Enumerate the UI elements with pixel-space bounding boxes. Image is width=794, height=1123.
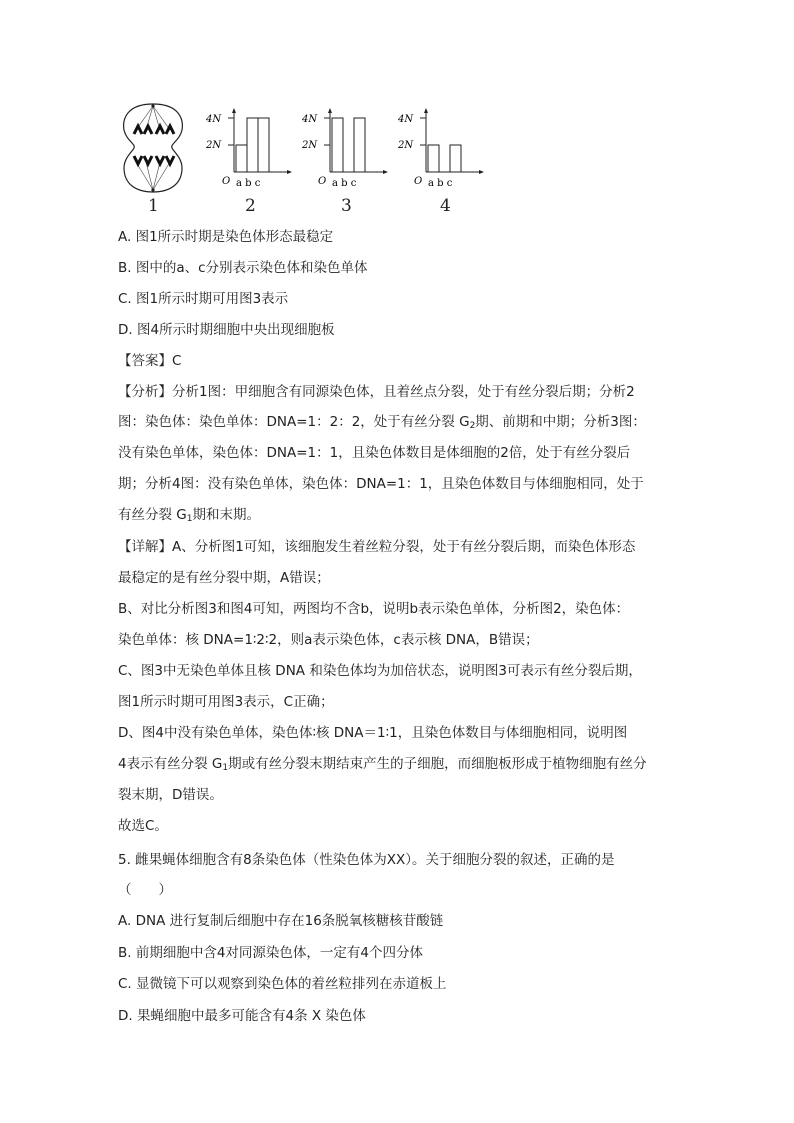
q4-answer: 【答案】C xyxy=(118,353,182,369)
y-tick-2n: 2N xyxy=(206,140,222,151)
q4-detail-line-9: 裂末期，D错误。 xyxy=(118,787,223,803)
q4-detail-line-6: 图1所示时期可用图3表示，C正确； xyxy=(118,694,334,710)
origin-label: O xyxy=(318,176,327,187)
q4-analysis-line-3: 没有染色单体，染色体：DNA=1：1，且染色体数目是体细胞的2倍，处于有丝分裂后 xyxy=(118,445,631,461)
x-labels: a b c xyxy=(428,178,453,189)
q5-option-d: D. 果蝇细胞中最多可能含有4条 X 染色体 xyxy=(118,1008,366,1024)
bar-c xyxy=(450,145,461,172)
bar-c xyxy=(354,118,365,172)
origin-label: O xyxy=(414,176,423,187)
bar-chart-figure-4 xyxy=(398,108,488,194)
q4-detail-line-1: 【详解】A、分析图1可知，该细胞发生着丝粒分裂，处于有丝分裂后期，而染色体形态 xyxy=(118,539,636,555)
q4-detail-line-4: 染色单体：核 DNA=1∶2∶2，则a表示染色体，c表示核 DNA，B错误； xyxy=(118,632,539,648)
origin-label: O xyxy=(222,176,231,187)
q4-detail-line-7: D、图4中没有染色单体，染色体∶核 DNA＝1∶1，且染色体数目与体细胞相同，说明图 xyxy=(118,725,628,741)
q4-detail-line-2: 最稳定的是有丝分裂中期，A错误； xyxy=(118,570,330,586)
bar-chart-figure-3 xyxy=(302,108,392,194)
bar-c xyxy=(258,118,269,172)
q4-analysis-line-5: 有丝分裂 $G_1$期和末期。 xyxy=(118,507,260,524)
q4-analysis-line-2: 图：染色体：染色单体：DNA=1：2：2，处于有丝分裂 $G_2$期、前期和中期；分析3图： xyxy=(118,414,646,431)
q4-analysis-line-1: 【分析】分析1图：甲细胞含有同源染色体，且着丝点分裂，处于有丝分裂后期；分析2 xyxy=(118,384,635,400)
q5-stem-line-2: （ ） xyxy=(118,882,172,898)
dividing-cell-diagram xyxy=(118,100,188,196)
y-tick-4n: 4N xyxy=(398,114,414,125)
q5-option-b: B. 前期细胞中含4对同源染色体，一定有4个四分体 xyxy=(118,945,424,961)
q5-option-c: C. 显微镜下可以观察到染色体的着丝粒排列在赤道板上 xyxy=(118,976,447,992)
bar-chart-figure-2 xyxy=(206,108,296,194)
y-tick-4n: 4N xyxy=(206,114,222,125)
q4-detail-line-8: 4表示有丝分裂 $G_1$期或有丝分裂末期结束产生的子细胞，而细胞板形成于植物细胞有丝分 xyxy=(118,756,647,773)
q4-option-b: B. 图中的a、c分别表示染色体和染色单体 xyxy=(118,260,368,276)
figure-number-2: 2 xyxy=(245,196,256,216)
bar-b xyxy=(247,118,258,172)
figure-strip xyxy=(118,100,498,218)
x-labels: a b c xyxy=(332,178,357,189)
figure-number-4: 4 xyxy=(440,196,451,216)
q4-option-c: C. 图1所示时期可用图3表示 xyxy=(118,291,289,307)
bar-a xyxy=(236,145,247,172)
q4-option-a: A. 图1所示时期是染色体形态最稳定 xyxy=(118,229,334,245)
y-tick-4n: 4N xyxy=(302,114,318,125)
q5-option-a: A. DNA 进行复制后细胞中存在16条脱氧核糖核苷酸链 xyxy=(118,913,444,929)
bar-a xyxy=(332,118,343,172)
bar-a xyxy=(428,145,439,172)
y-tick-2n: 2N xyxy=(302,140,318,151)
q4-detail-line-5: C、图3中无染色单体且核 DNA 和染色体均为加倍状态，说明图3可表示有丝分裂后期， xyxy=(118,663,642,679)
q4-detail-line-3: B、对比分析图3和图4可知，两图均不含b，说明b表示染色单体，分析图2，染色体： xyxy=(118,601,630,617)
q4-analysis-line-4: 期；分析4图：没有染色单体，染色体：DNA=1：1，且染色体数目与体细胞相同，处于 xyxy=(118,476,644,492)
q4-conclusion: 故选C。 xyxy=(118,818,168,834)
q5-stem-line-1: 5. 雌果蝇体细胞含有8条染色体（性染色体为XX）。关于细胞分裂的叙述，正确的是 xyxy=(118,852,615,868)
x-labels: a b c xyxy=(236,178,261,189)
figure-number-1: 1 xyxy=(148,196,159,216)
q4-option-d: D. 图4所示时期细胞中央出现细胞板 xyxy=(118,322,335,338)
y-tick-2n: 2N xyxy=(398,140,414,151)
figure-number-3: 3 xyxy=(341,196,352,216)
